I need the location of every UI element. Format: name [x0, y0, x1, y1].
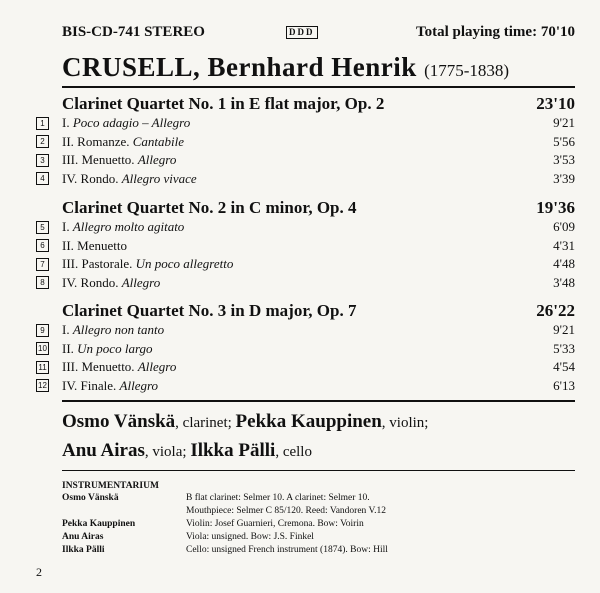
track-number-box: 1: [36, 117, 49, 130]
track-title-roman: II. Romanze.: [62, 133, 133, 149]
track-title-tempo: Allegro vivace: [121, 170, 197, 186]
track-row: [36, 255, 575, 274]
track-number-box: 11: [36, 361, 49, 374]
performers-line-2: [62, 437, 428, 466]
track-number-box: 2: [36, 135, 49, 148]
instrument-row: [62, 518, 388, 531]
track-number-box: 7: [36, 258, 49, 271]
track-duration: 6'13: [553, 377, 575, 393]
track-title: [62, 134, 515, 150]
work-heading: [62, 92, 575, 114]
track-title: [62, 171, 515, 187]
total-playing-time: Total playing time: 70'10: [415, 23, 575, 40]
track-title-roman: I.: [62, 219, 73, 235]
track-duration: 3'48: [553, 274, 575, 290]
track-title-tempo: Allegro: [121, 274, 161, 290]
work-block: [36, 299, 575, 395]
instrument-player: Osmo Vänskä: [62, 493, 119, 503]
work-duration: 26'22: [536, 301, 575, 320]
track-title-roman: III. Pastorale.: [62, 256, 136, 272]
track-title-roman: I.: [62, 115, 73, 131]
instrument-row: [62, 531, 388, 544]
track-row: [36, 340, 575, 359]
track-title-tempo: Allegro: [137, 359, 177, 375]
ddd-badge: DDD: [286, 26, 318, 39]
track-title-roman: IV. Finale.: [62, 377, 120, 393]
performers-line-1: [62, 408, 428, 437]
performer-name: Pekka Kauppinen: [235, 411, 382, 432]
track-title-tempo: Allegro non tanto: [72, 322, 165, 338]
composer-heading: [62, 52, 509, 83]
track-row: [36, 133, 575, 152]
track-title: [62, 322, 515, 338]
work-title: Clarinet Quartet No. 3 in D major, Op. 7: [62, 301, 357, 320]
track-number-box: 5: [36, 221, 49, 234]
track-number-box: 8: [36, 276, 49, 289]
work-heading: [62, 196, 575, 218]
track-duration: 5'56: [553, 133, 575, 149]
track-row: [36, 321, 575, 340]
track-title: [62, 275, 515, 291]
work-title: Clarinet Quartet No. 1 in E flat major, Op. 2: [62, 94, 385, 113]
performer-name: Anu Airas: [62, 440, 145, 461]
work-heading: [62, 299, 575, 321]
track-title-tempo: Allegro: [119, 377, 159, 393]
instrument-description: Mouthpiece: Selmer C 85/120. Reed: Vandoren V.12: [186, 506, 387, 516]
track-title-tempo: Cantabile: [132, 133, 185, 149]
instrument-row: [62, 544, 388, 557]
divider: [62, 86, 575, 88]
track-title-roman: I.: [62, 322, 73, 338]
divider: [62, 400, 575, 402]
track-title-roman: III. Menuetto.: [62, 359, 138, 375]
track-title: [62, 378, 515, 394]
work-duration: 19'36: [536, 198, 575, 217]
track-row: [36, 170, 575, 189]
track-title-tempo: Un poco allegretto: [135, 256, 234, 272]
instrument-description: Viola: unsigned. Bow: J.S. Finkel: [186, 532, 314, 542]
work-block: [36, 92, 575, 188]
track-duration: 9'21: [553, 115, 575, 131]
track-number-box: 9: [36, 324, 49, 337]
performer-role: , violin;: [381, 415, 429, 431]
track-title-roman: III. Menuetto.: [62, 152, 138, 168]
track-title: [62, 115, 515, 131]
instrumentarium-title: INSTRUMENTARIUM: [62, 481, 159, 491]
performer-name: Osmo Vänskä: [62, 411, 176, 432]
work-title: Clarinet Quartet No. 2 in C minor, Op. 4: [62, 198, 357, 217]
track-duration: 4'48: [553, 256, 575, 272]
track-row: [36, 114, 575, 133]
track-title: [62, 256, 515, 272]
catalog-label: BIS-CD-741 STEREO: [62, 23, 205, 40]
work-duration: 23'10: [536, 94, 575, 113]
track-title-tempo: Allegro molto agitato: [72, 219, 185, 235]
track-duration: 3'53: [553, 152, 575, 168]
instrument-description: Violin: Josef Guarnieri, Cremona. Bow: Voirin: [186, 519, 364, 529]
track-number-box: 4: [36, 172, 49, 185]
track-title: [62, 219, 515, 235]
track-row: [36, 237, 575, 256]
composer-dates: (1775-1838): [424, 61, 510, 80]
instrument-player: Ilkka Pälli: [62, 545, 105, 555]
instrument-player: [62, 505, 186, 518]
track-row: [36, 377, 575, 396]
track-duration: 4'54: [553, 359, 575, 375]
track-number-box: 6: [36, 239, 49, 252]
instrument-player: Anu Airas: [62, 532, 104, 542]
track-number-box: 12: [36, 379, 49, 392]
track-row: [36, 358, 575, 377]
track-duration: 6'09: [553, 219, 575, 235]
instrument-description: Cello: unsigned French instrument (1874). Bow: Hill: [186, 545, 388, 555]
performer-name: Ilkka Pälli: [190, 440, 276, 461]
track-duration: 9'21: [553, 322, 575, 338]
track-title-roman: IV. Rondo.: [62, 274, 122, 290]
track-row: [36, 218, 575, 237]
track-row: [36, 274, 575, 293]
track-title-roman: II.: [62, 340, 78, 356]
track-row: [36, 151, 575, 170]
track-title: [62, 341, 515, 357]
track-title: [62, 359, 515, 375]
track-duration: 3'39: [553, 170, 575, 186]
instrumentarium: [62, 481, 388, 557]
track-title: [62, 238, 515, 254]
performer-role: , clarinet;: [175, 415, 236, 431]
track-duration: 5'33: [553, 340, 575, 356]
divider: [62, 470, 575, 471]
instrument-row: [62, 492, 388, 505]
track-number-box: 3: [36, 154, 49, 167]
track-title: [62, 152, 515, 168]
performer-role: , viola;: [144, 444, 191, 460]
instrument-description: B flat clarinet: Selmer 10. A clarinet: Selmer 10.: [186, 493, 370, 503]
track-number-box: 10: [36, 342, 49, 355]
track-title-tempo: Poco adagio – Allegro: [72, 115, 191, 131]
instrument-player: Pekka Kauppinen: [62, 519, 136, 529]
track-title-tempo: Allegro: [137, 152, 177, 168]
page-number: 2: [36, 565, 42, 579]
performers: [62, 408, 428, 466]
header-bar: [62, 22, 575, 42]
track-title-roman: IV. Rondo.: [62, 170, 122, 186]
track-title-tempo: Un poco largo: [77, 340, 153, 356]
work-block: [36, 196, 575, 292]
composer-name: CRUSELL, Bernhard Henrik: [62, 52, 417, 82]
instrument-row: [62, 505, 388, 518]
track-duration: 4'31: [553, 237, 575, 253]
track-title-roman: II. Menuetto: [62, 237, 127, 253]
performer-role: , cello: [275, 444, 312, 460]
